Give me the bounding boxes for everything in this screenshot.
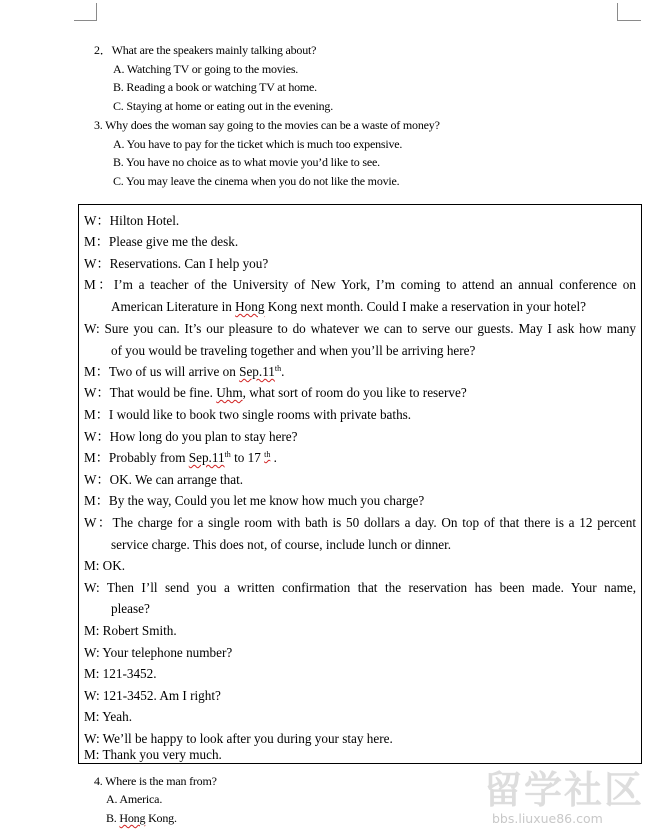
question-4-option-b	[106, 811, 177, 826]
dialogue-line: M: 121-3452.	[84, 666, 157, 681]
dialogue-line	[84, 450, 277, 466]
dialogue-line: W: 121-3452. Am I right?	[84, 688, 221, 703]
dialogue-line: service charge. This does not, of course, include lunch or dinner.	[111, 537, 452, 552]
dialogue-text: M：Probably from	[84, 450, 189, 465]
dialogue-line: W: Sure you can. It’s our pleasure to do whatever we can to serve our guests. May I ask how many	[84, 321, 636, 336]
question-4: 4. Where is the man from?	[94, 774, 217, 788]
crop-mark-top-left-vertical	[96, 3, 97, 21]
spellcheck-word: Uhm	[216, 385, 243, 400]
question-4-option-a: A. America.	[106, 792, 163, 806]
dialogue-line: W: Your telephone number?	[84, 645, 233, 660]
watermark-url: bbs.liuxue86.com	[492, 811, 603, 826]
dialogue-line: M：By the way, Could you let me know how much you charge?	[84, 493, 425, 508]
ordinal-suffix: th	[274, 364, 282, 373]
option-text: Kong.	[145, 811, 177, 825]
option-text: B.	[106, 811, 120, 825]
site-watermark	[484, 768, 644, 830]
dialogue-text: Kong next month. Could I make a reservation in your hotel?	[264, 299, 586, 314]
spellcheck-word: Sep.11	[239, 364, 275, 379]
dialogue-line: W：OK. We can arrange that.	[84, 472, 244, 487]
dialogue-text: .	[270, 450, 277, 465]
dialogue-line: W: Then I’ll send you a written confirmation that the reservation has been made. Your name,	[84, 580, 636, 595]
dialogue-line: M: OK.	[84, 558, 126, 573]
dialogue-box	[78, 204, 642, 764]
question-3-option-c: C. You may leave the cinema when you do not like the movie.	[113, 174, 400, 188]
dialogue-line	[84, 364, 284, 380]
dialogue-text: American Literature in	[111, 299, 236, 314]
spellcheck-word: Hong	[235, 299, 265, 314]
question-2-option-a: A. Watching TV or going to the movies.	[113, 62, 299, 76]
crop-mark-top-right-vertical	[617, 3, 618, 21]
dialogue-line: M：I would like to book two single rooms with private baths.	[84, 407, 412, 422]
dialogue-line: M：Please give me the desk.	[84, 234, 239, 249]
dialogue-text: , what sort of room do you like to reserve?	[242, 385, 467, 400]
dialogue-line: of you would be traveling together and when you’ll be arriving here?	[111, 343, 476, 358]
dialogue-line: W: We’ll be happy to look after you during your stay here.	[84, 731, 393, 746]
dialogue-line: W：How long do you plan to stay here?	[84, 429, 298, 444]
crop-mark-top-left-horizontal	[74, 20, 96, 21]
question-3: 3. Why does the woman say going to the movies can be a waste of money?	[94, 118, 440, 132]
dialogue-line: W：Hilton Hotel.	[84, 213, 180, 228]
dialogue-line: M: Robert Smith.	[84, 623, 177, 638]
ordinal-suffix: th	[224, 450, 231, 459]
dialogue-text: .	[281, 364, 285, 379]
dialogue-line: M: Thank you very much.	[84, 747, 222, 762]
question-2: 2．What are the speakers mainly talking about?	[94, 43, 317, 57]
question-3-option-a: A. You have to pay for the ticket which is much too expensive.	[113, 137, 403, 151]
dialogue-text: to 17	[230, 450, 265, 465]
dialogue-line: W：The charge for a single room with bath is 50 dollars a day. On top of that there is a 12 percent	[84, 515, 636, 530]
question-3-option-b: B. You have no choice as to what movie you’d like to see.	[113, 155, 380, 169]
question-2-option-c: C. Staying at home or eating out in the evening.	[113, 99, 334, 113]
spellcheck-word: Hong	[119, 811, 146, 825]
spellcheck-word: Sep.11	[188, 450, 225, 465]
dialogue-line	[84, 385, 467, 401]
watermark-logo-text: 留学社区	[484, 768, 645, 812]
question-2-option-b: B. Reading a book or watching TV at home.	[113, 80, 317, 94]
dialogue-line: M: Yeah.	[84, 709, 132, 724]
dialogue-line: please?	[111, 601, 150, 616]
dialogue-text: W：That would be fine.	[84, 385, 217, 400]
dialogue-text: M：Two of us will arrive on	[84, 364, 240, 379]
crop-mark-top-right-horizontal	[617, 20, 641, 21]
dialogue-line	[111, 299, 586, 315]
ordinal-suffix: th	[264, 450, 271, 459]
dialogue-line: M：I’m a teacher of the University of New York, I’m coming to attend an annual conference on	[84, 277, 636, 292]
dialogue-line: W：Reservations. Can I help you?	[84, 256, 269, 271]
